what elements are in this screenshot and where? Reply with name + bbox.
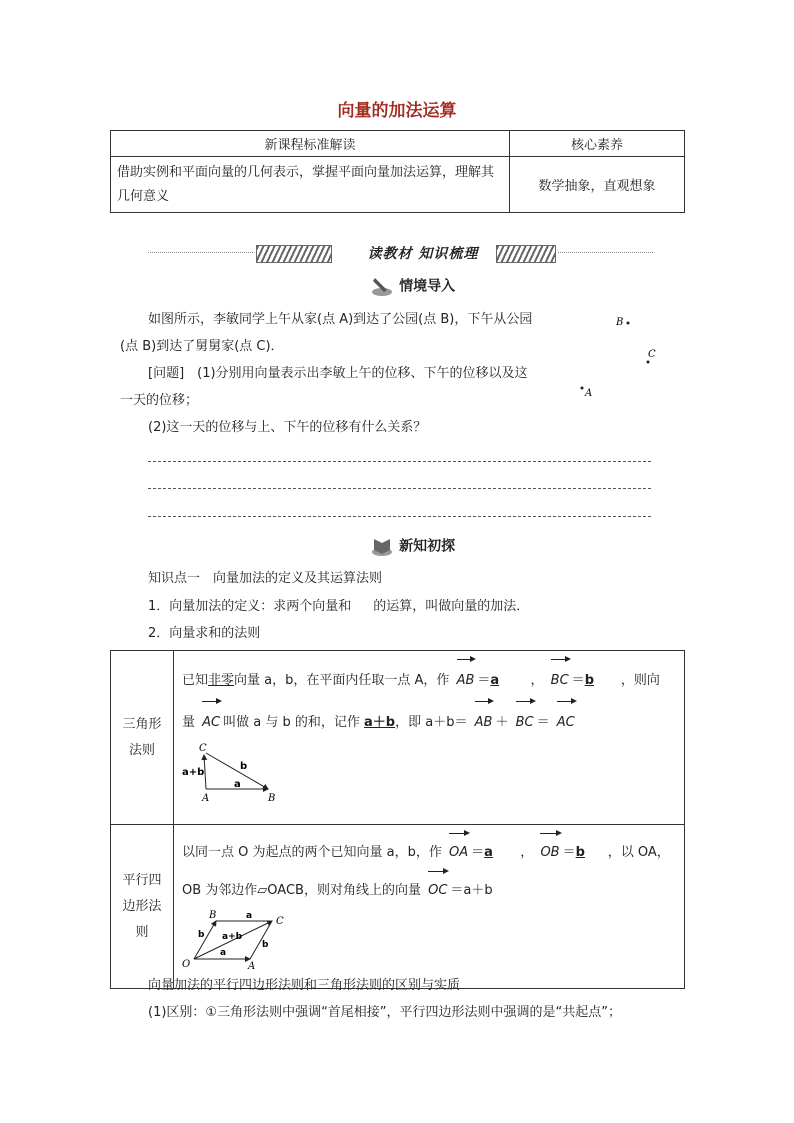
svg-text:a+b: a+b bbox=[182, 767, 205, 778]
point-c bbox=[647, 361, 650, 364]
vector-ab: AB bbox=[457, 657, 475, 699]
answer-b: b bbox=[584, 673, 594, 688]
answer-line-1 bbox=[148, 461, 651, 462]
label-b: B bbox=[616, 317, 624, 328]
answer-sum: a＋b bbox=[364, 715, 396, 730]
svg-text:b: b bbox=[240, 761, 248, 772]
location-points-figure bbox=[570, 305, 670, 405]
vector-ob: OB bbox=[540, 831, 559, 869]
triangle-rule-figure bbox=[182, 741, 292, 803]
book-icon bbox=[370, 535, 394, 557]
notes-heading: 向量加法的平行四边形法则和三角形法则的区别与实质 bbox=[148, 978, 461, 993]
parallelogram-rule-label: 平行四 边形法 则 bbox=[111, 825, 174, 989]
svg-text:O: O bbox=[182, 959, 191, 969]
literacy-header: 核心素养 bbox=[510, 131, 685, 157]
notes-line-1: (1)区别：①三角形法则中强调“首尾相接”，平行四边形法则中强调的是“共起点”； bbox=[148, 1005, 622, 1020]
answer-a: a bbox=[490, 673, 500, 688]
literacy-content: 数学抽象，直观想象 bbox=[510, 157, 685, 213]
parallelogram-rule-figure bbox=[182, 907, 292, 969]
addition-rules-table bbox=[110, 650, 685, 989]
svg-text:C: C bbox=[276, 916, 284, 927]
banner-title: 读教材 知识梳理 bbox=[367, 246, 479, 262]
label-a: A bbox=[585, 388, 593, 399]
answer-oa: a bbox=[484, 845, 493, 860]
vector-bc: BC bbox=[551, 657, 569, 699]
intro-heading bbox=[370, 275, 455, 297]
definition-prefix: 1．向量加法的定义：求两个向量和 bbox=[148, 599, 352, 614]
svg-text:A: A bbox=[248, 961, 256, 969]
intro-heading-label: 情境导入 bbox=[399, 278, 456, 295]
vector-oc: OC bbox=[428, 869, 447, 907]
definition-suffix: 的运算，叫做向量的加法． bbox=[373, 599, 530, 614]
banner-divider-right bbox=[558, 252, 653, 253]
banner-divider-left bbox=[148, 252, 253, 253]
question-2: (2)这一天的位移与上、下午的位移有什么关系？ bbox=[148, 420, 427, 435]
standards-header: 新课程标准解读 bbox=[111, 131, 510, 157]
svg-text:b: b bbox=[198, 930, 205, 940]
standards-content: 借助实例和平面向量的几何表示，掌握平面向量加法运算，理解其几何意义 bbox=[111, 157, 510, 213]
triangle-rule-label: 三角形 法则 bbox=[111, 651, 174, 825]
answer-ob: b bbox=[575, 845, 585, 860]
addition-definition bbox=[148, 597, 529, 617]
new-knowledge-heading bbox=[370, 535, 455, 557]
vector-ac: AC bbox=[202, 699, 220, 741]
question-1a: [问题] (1)分别用向量表示出李敏上午的位移、下午的位移以及这 bbox=[148, 366, 528, 381]
svg-text:B: B bbox=[268, 793, 276, 803]
svg-text:A: A bbox=[202, 793, 210, 803]
banner-decoration-left bbox=[256, 245, 332, 263]
svg-text:C: C bbox=[199, 743, 207, 754]
svg-text:a: a bbox=[234, 779, 241, 790]
vector-oa: OA bbox=[449, 831, 468, 869]
answer-line-2 bbox=[148, 488, 651, 489]
svg-text:a+b: a+b bbox=[222, 932, 243, 942]
pen-icon bbox=[370, 275, 394, 297]
section-banner bbox=[148, 243, 653, 263]
svg-text:a: a bbox=[220, 948, 227, 958]
answer-line-3 bbox=[148, 516, 651, 517]
curriculum-standards-table bbox=[110, 130, 685, 213]
banner-decoration-right bbox=[496, 245, 556, 263]
label-c: C bbox=[648, 349, 656, 360]
triangle-rule-content: 已知非零向量 a，b，在平面内任取一点 A，作 AB ＝a ， BC ＝b ，则向 量 AC 叫做 a 与 b 的和，记作 a＋b，即 a＋b＝ AB ＋ BC ＝ AC C A B a b a+b bbox=[174, 651, 685, 825]
question-1b: 一天的位移； bbox=[120, 393, 199, 408]
point-a bbox=[581, 387, 584, 390]
intro-line-1: 如图所示，李敏同学上午从家(点 A)到达了公园(点 B)，下午从公园 bbox=[148, 312, 533, 327]
point-b bbox=[627, 322, 630, 325]
parallelogram-rule-content: 以同一点 O 为起点的两个已知向量 a，b，作 OA ＝a ， OB ＝b ，以 OA， OB 为邻边作▱OACB，则对角线上的向量 OC ＝a＋b O A B C a a b b a+b bbox=[174, 825, 685, 989]
intro-line-2: (点 B)到达了舅舅家(点 C)． bbox=[120, 339, 284, 354]
svg-text:a: a bbox=[246, 911, 253, 921]
knowledge-point-1: 知识点一 向量加法的定义及其运算法则 bbox=[148, 571, 383, 586]
rule-title: 2．向量求和的法则 bbox=[148, 626, 261, 641]
svg-text:b: b bbox=[262, 940, 269, 950]
svg-text:B: B bbox=[209, 910, 217, 921]
page-title: 向量的加法运算 bbox=[337, 101, 457, 121]
new-knowledge-label: 新知初探 bbox=[399, 538, 456, 555]
